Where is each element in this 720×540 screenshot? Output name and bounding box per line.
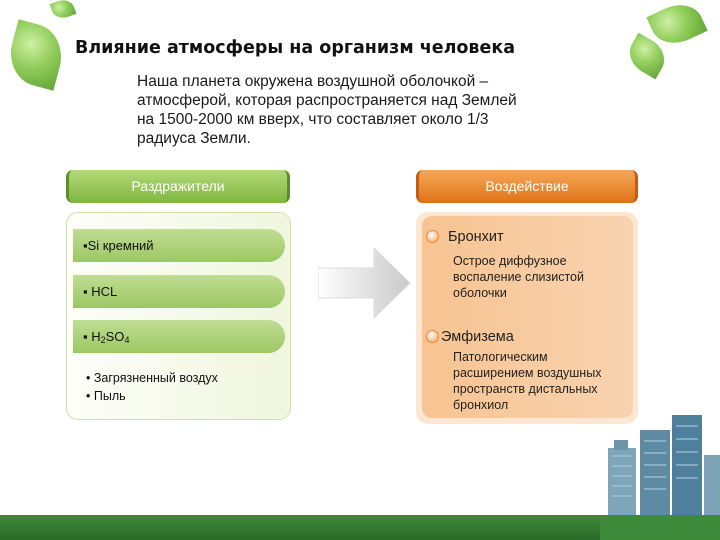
leaf-decoration-left: [3, 19, 69, 90]
list-item: • Загрязненный воздух: [86, 371, 218, 385]
irritant-item: [73, 229, 285, 262]
effect-line: Острое диффузное: [453, 254, 567, 268]
circle-bullet-icon: [426, 330, 439, 343]
effect-description: [453, 349, 601, 413]
irritant-plain-list: [86, 369, 218, 405]
irritant-item: [73, 275, 285, 308]
effect-description: [453, 253, 584, 301]
effect-line: воспаление слизистой: [453, 270, 584, 284]
effect-line: Патологическим: [453, 350, 548, 364]
list-item: • Пыль: [86, 389, 126, 403]
intro-line: на 1500-2000 км вверх, что составляет около 1/3: [137, 111, 489, 128]
effect-line: расширением воздушных: [453, 366, 602, 380]
effect-title: Бронхит: [448, 229, 504, 245]
formula-sub: 2: [100, 335, 106, 345]
bullet-square: ▪: [83, 329, 88, 344]
item-text: HCL: [91, 284, 118, 299]
intro-paragraph: [137, 72, 587, 148]
bullet-square: ▪: [83, 238, 88, 253]
effect-title: Эмфизема: [441, 329, 514, 345]
irritants-header: Раздражители: [66, 170, 290, 203]
effect-line: оболочки: [453, 286, 507, 300]
formula-h: H: [91, 329, 101, 344]
city-buildings-icon: [600, 410, 720, 540]
item-text: Si кремний: [87, 238, 154, 253]
intro-line: атмосферой, которая распространяется над Землей: [137, 92, 517, 109]
intro-line: Наша планета окружена воздушной оболочкой –: [137, 73, 489, 90]
formula-sub: 4: [124, 335, 130, 345]
formula-so: SO: [105, 329, 125, 344]
irritant-item: [73, 320, 285, 353]
effect-line: бронхиол: [453, 398, 509, 412]
bullet-square: ▪: [83, 284, 88, 299]
right-arrow-icon: [318, 248, 410, 318]
slide-title: Влияние атмосферы на организм человека: [75, 38, 516, 58]
effect-line: пространств дистальных: [453, 382, 598, 396]
circle-bullet-icon: [426, 230, 439, 243]
effects-header: Воздействие: [416, 170, 638, 203]
intro-line: радиуса Земли.: [137, 130, 251, 147]
leaf-decoration-small: [50, 0, 77, 21]
